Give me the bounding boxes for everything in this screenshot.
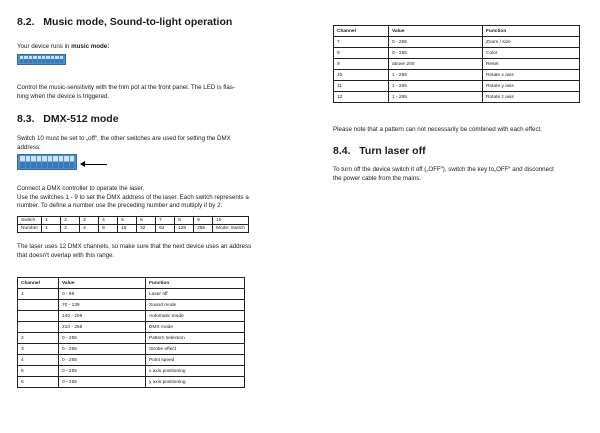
table-header-row: Channel Value Function <box>18 278 245 289</box>
music-description: Control the music-sensitivity with the trim pot at the front panel. The LED is flas- hing when the device is triggered. <box>17 84 235 100</box>
table-row: 8 0 - 255 Color <box>334 48 580 59</box>
channels-note: The laser uses 12 DMX channels, so make sure that the next device uses an address that doesn‘t overlap with this range. <box>17 243 252 259</box>
table-row: 210 - 255 DMX mode <box>18 322 245 333</box>
table-header-row: Channel Value Function <box>334 26 580 37</box>
table-row: 2 0 - 255 Pattern selection <box>18 333 245 344</box>
section-number: 8.3. <box>17 113 35 125</box>
table-row: 5 0 - 255 x axis positioning <box>18 366 245 377</box>
table-row: Number 1 2 4 8 16 32 64 128 256 Mode: Switch <box>18 225 249 233</box>
table-row: 9 above 200 Reset <box>334 59 580 70</box>
section-number: 8.2. <box>17 16 35 28</box>
section-title: DMX-512 mode <box>43 113 119 125</box>
section-8-3-heading <box>17 113 119 125</box>
table-row: 1 0 - 69 Laser off <box>18 289 245 300</box>
connect-instructions: Connect a DMX controller to operate the laser. Use the switches 1 - 9 to set the DMX address of the laser. Each switch represents a number. To define a number use the preceding number and multiply it by 2: <box>17 185 249 210</box>
table-row: 12 1 - 255 Rotate z axis <box>334 92 580 103</box>
dip-switch-dmx-image <box>17 154 77 170</box>
arrow-icon <box>80 161 107 167</box>
table-row: 70 - 139 Sound mode <box>18 300 245 311</box>
music-mode-intro: Your device runs in music mode: <box>17 43 110 50</box>
table-row: 140 - 209 Automatic mode <box>18 311 245 322</box>
switch-number-table <box>17 216 249 233</box>
channel-table-right <box>333 25 580 103</box>
dmx-description: Switch 10 must be set to „off“, the other switches are used for setting the DMX address: <box>17 135 231 151</box>
pattern-note: Please note that a pattern can not necessarily be combined with each effect. <box>333 126 543 133</box>
table-row: 4 0 - 255 Point speed <box>18 355 245 366</box>
channel-table-left <box>17 277 245 388</box>
table-row: 3 0 - 255 Strobe effect <box>18 344 245 355</box>
section-8-4-heading <box>333 145 426 157</box>
section-title: Music mode, Sound-to-light operation <box>43 16 233 28</box>
section-8-2-heading <box>17 16 232 28</box>
table-row: 6 0 - 255 y axis positioning <box>18 377 245 388</box>
section-number: 8.4. <box>333 145 351 157</box>
table-row: Switch 1 2 3 4 5 6 7 8 9 10 <box>18 217 249 225</box>
table-row: 7 0 - 255 Zoom / size <box>334 37 580 48</box>
table-row: 11 1 - 255 Rotate y axis <box>334 81 580 92</box>
turn-off-description: To turn off the device switch it off („OFF“), switch the key to„OFF“ and disconnect the power cable from the mains. <box>333 166 554 182</box>
dip-switch-music-image <box>17 54 66 65</box>
section-title: Turn laser off <box>359 145 426 157</box>
table-row: 10 1 - 255 Rotate x axis <box>334 70 580 81</box>
